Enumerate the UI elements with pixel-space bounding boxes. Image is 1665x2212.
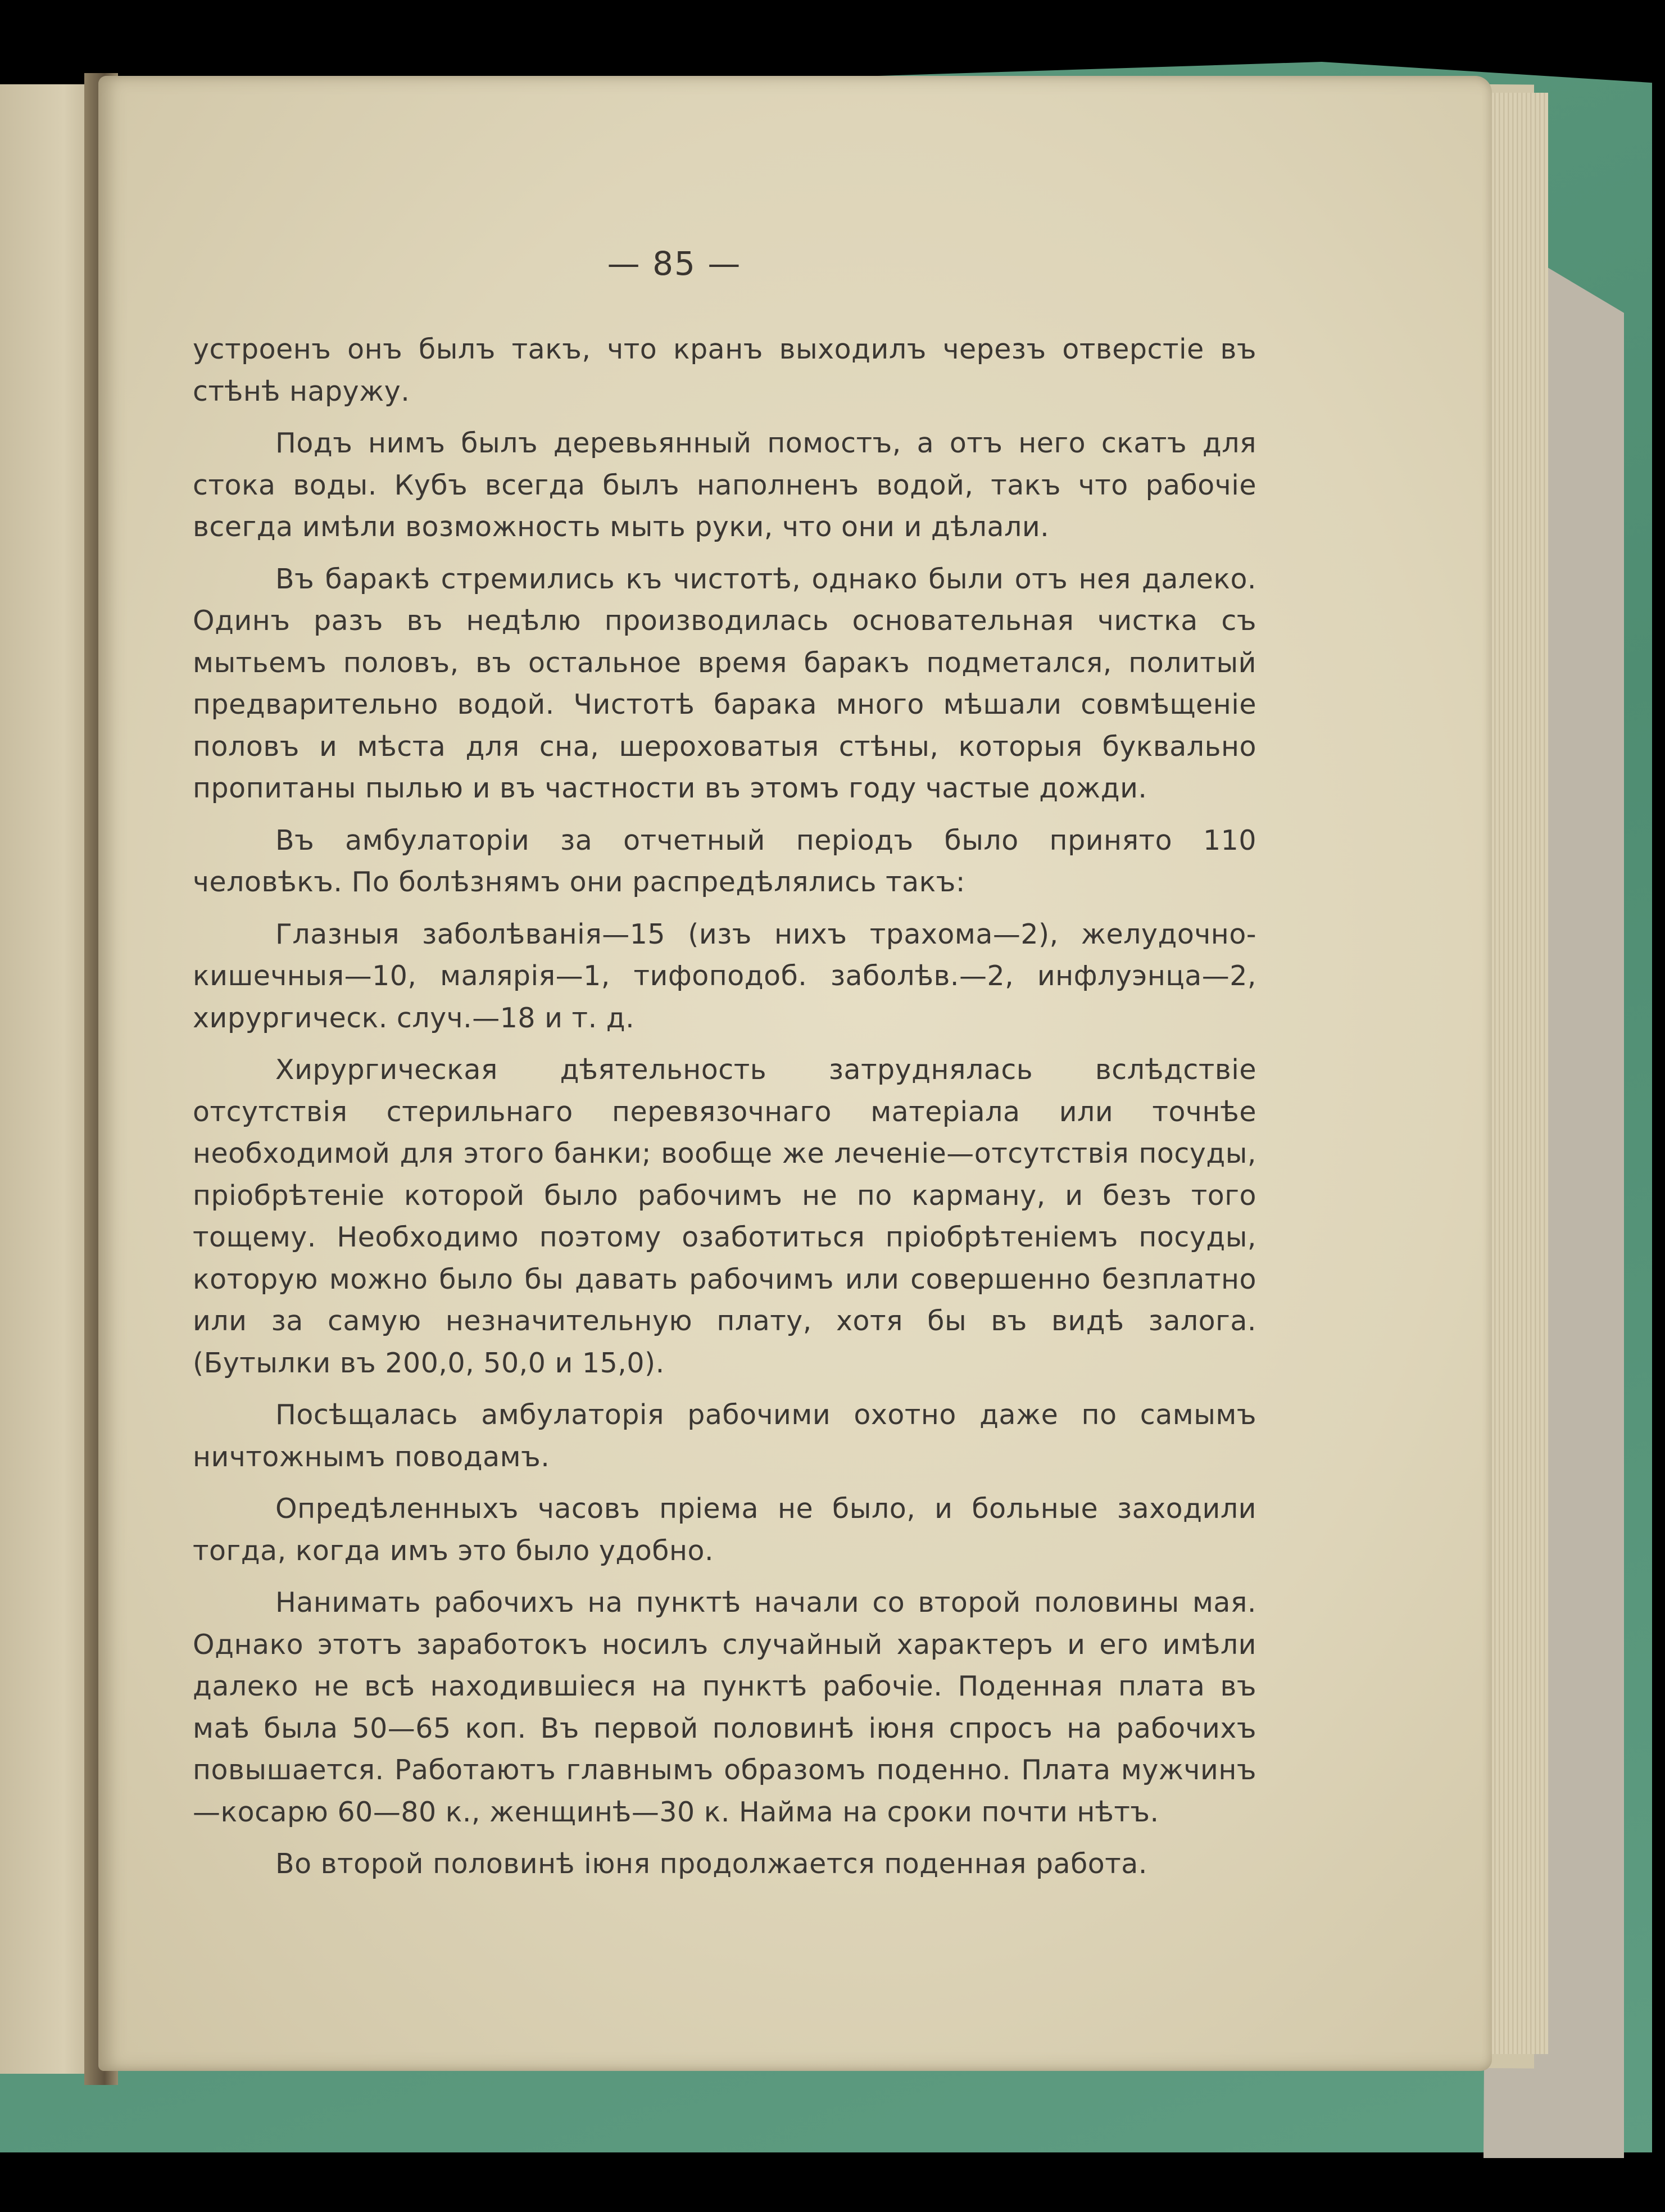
paragraph: устроенъ онъ былъ такъ, что кранъ выходилъ черезъ отверстіе въ стѣнѣ наружу.: [193, 333, 1256, 407]
paragraph: Опредѣленныхъ часовъ пріема не было, и больные заходили тогда, когда имъ это было удобно.: [193, 1493, 1256, 1567]
paragraph: Глазныя заболѣванія—15 (изъ нихъ трахома—2), желудочно-кишечныя—10, малярія—1, тифоподоб. заболѣв.—2, инфлуэнца—2, хирургическ. случ.—18 и т. д.: [193, 918, 1256, 1034]
paragraph: Въ амбулаторіи за отчетный періодъ было принято 110 человѣкъ. По болѣзнямъ они распредѣлялись такъ:: [193, 824, 1256, 898]
paragraph: Въ баракѣ стремились къ чистотѣ, однако были отъ нея далеко. Одинъ разъ въ недѣлю производилась основательная чистка съ мытьемъ половъ, въ остальное время баракъ подметался, политый предварительно водой. Чистотѣ барака много мѣшали совмѣщеніе половъ и мѣста для сна, шероховатыя стѣны, которыя буквально пропитаны пылью и въ частности въ этомъ году частые дожди.: [193, 563, 1256, 804]
paragraph: Посѣщалась амбулаторія рабочими охотно даже по самымъ ничтожнымъ поводамъ.: [193, 1399, 1256, 1473]
book-page: [98, 76, 1492, 2071]
paragraph: Нанимать рабочихъ на пунктѣ начали со второй половины мая. Однако этотъ заработокъ носилъ случайный характеръ и его имѣли далеко не всѣ находившіеся на пунктѣ рабочіе. Поденная плата въ маѣ была 50—65 коп. Въ первой половинѣ іюня спросъ на рабочихъ повышается. Работаютъ главнымъ образомъ поденно. Плата мужчинъ—косарю 60—80 к., женщинѣ—30 к. Найма на сроки почти нѣтъ.: [193, 1587, 1256, 1828]
page-text: [193, 329, 1256, 1896]
paragraph: Подъ нимъ былъ деревьянный помостъ, а отъ него скатъ для стока воды. Кубъ всегда былъ наполненъ водой, такъ что рабочіе всегда имѣли возможность мыть руки, что они и дѣлали.: [193, 427, 1256, 543]
paragraph: Хирургическая дѣятельность затруднялась вслѣдствіе отсутствія стерильнаго перевязочнаго матеріала или точнѣе необходимой для этого банки; вообще же леченіе—отсутствія посуды, пріобрѣтеніе которой было рабочимъ не по карману, и безъ того тощему. Необходимо поэтому озаботиться пріобрѣтеніемъ посуды, которую можно было бы давать рабочимъ или совершенно безплатно или за самую незначительную плату, хотя бы въ видѣ залога. (Бутылки въ 200,0, 50,0 и 15,0).: [193, 1054, 1256, 1379]
page-number: — 85 —: [607, 244, 742, 283]
paragraph: Во второй половинѣ іюня продолжается поденная работа.: [275, 1848, 1147, 1880]
